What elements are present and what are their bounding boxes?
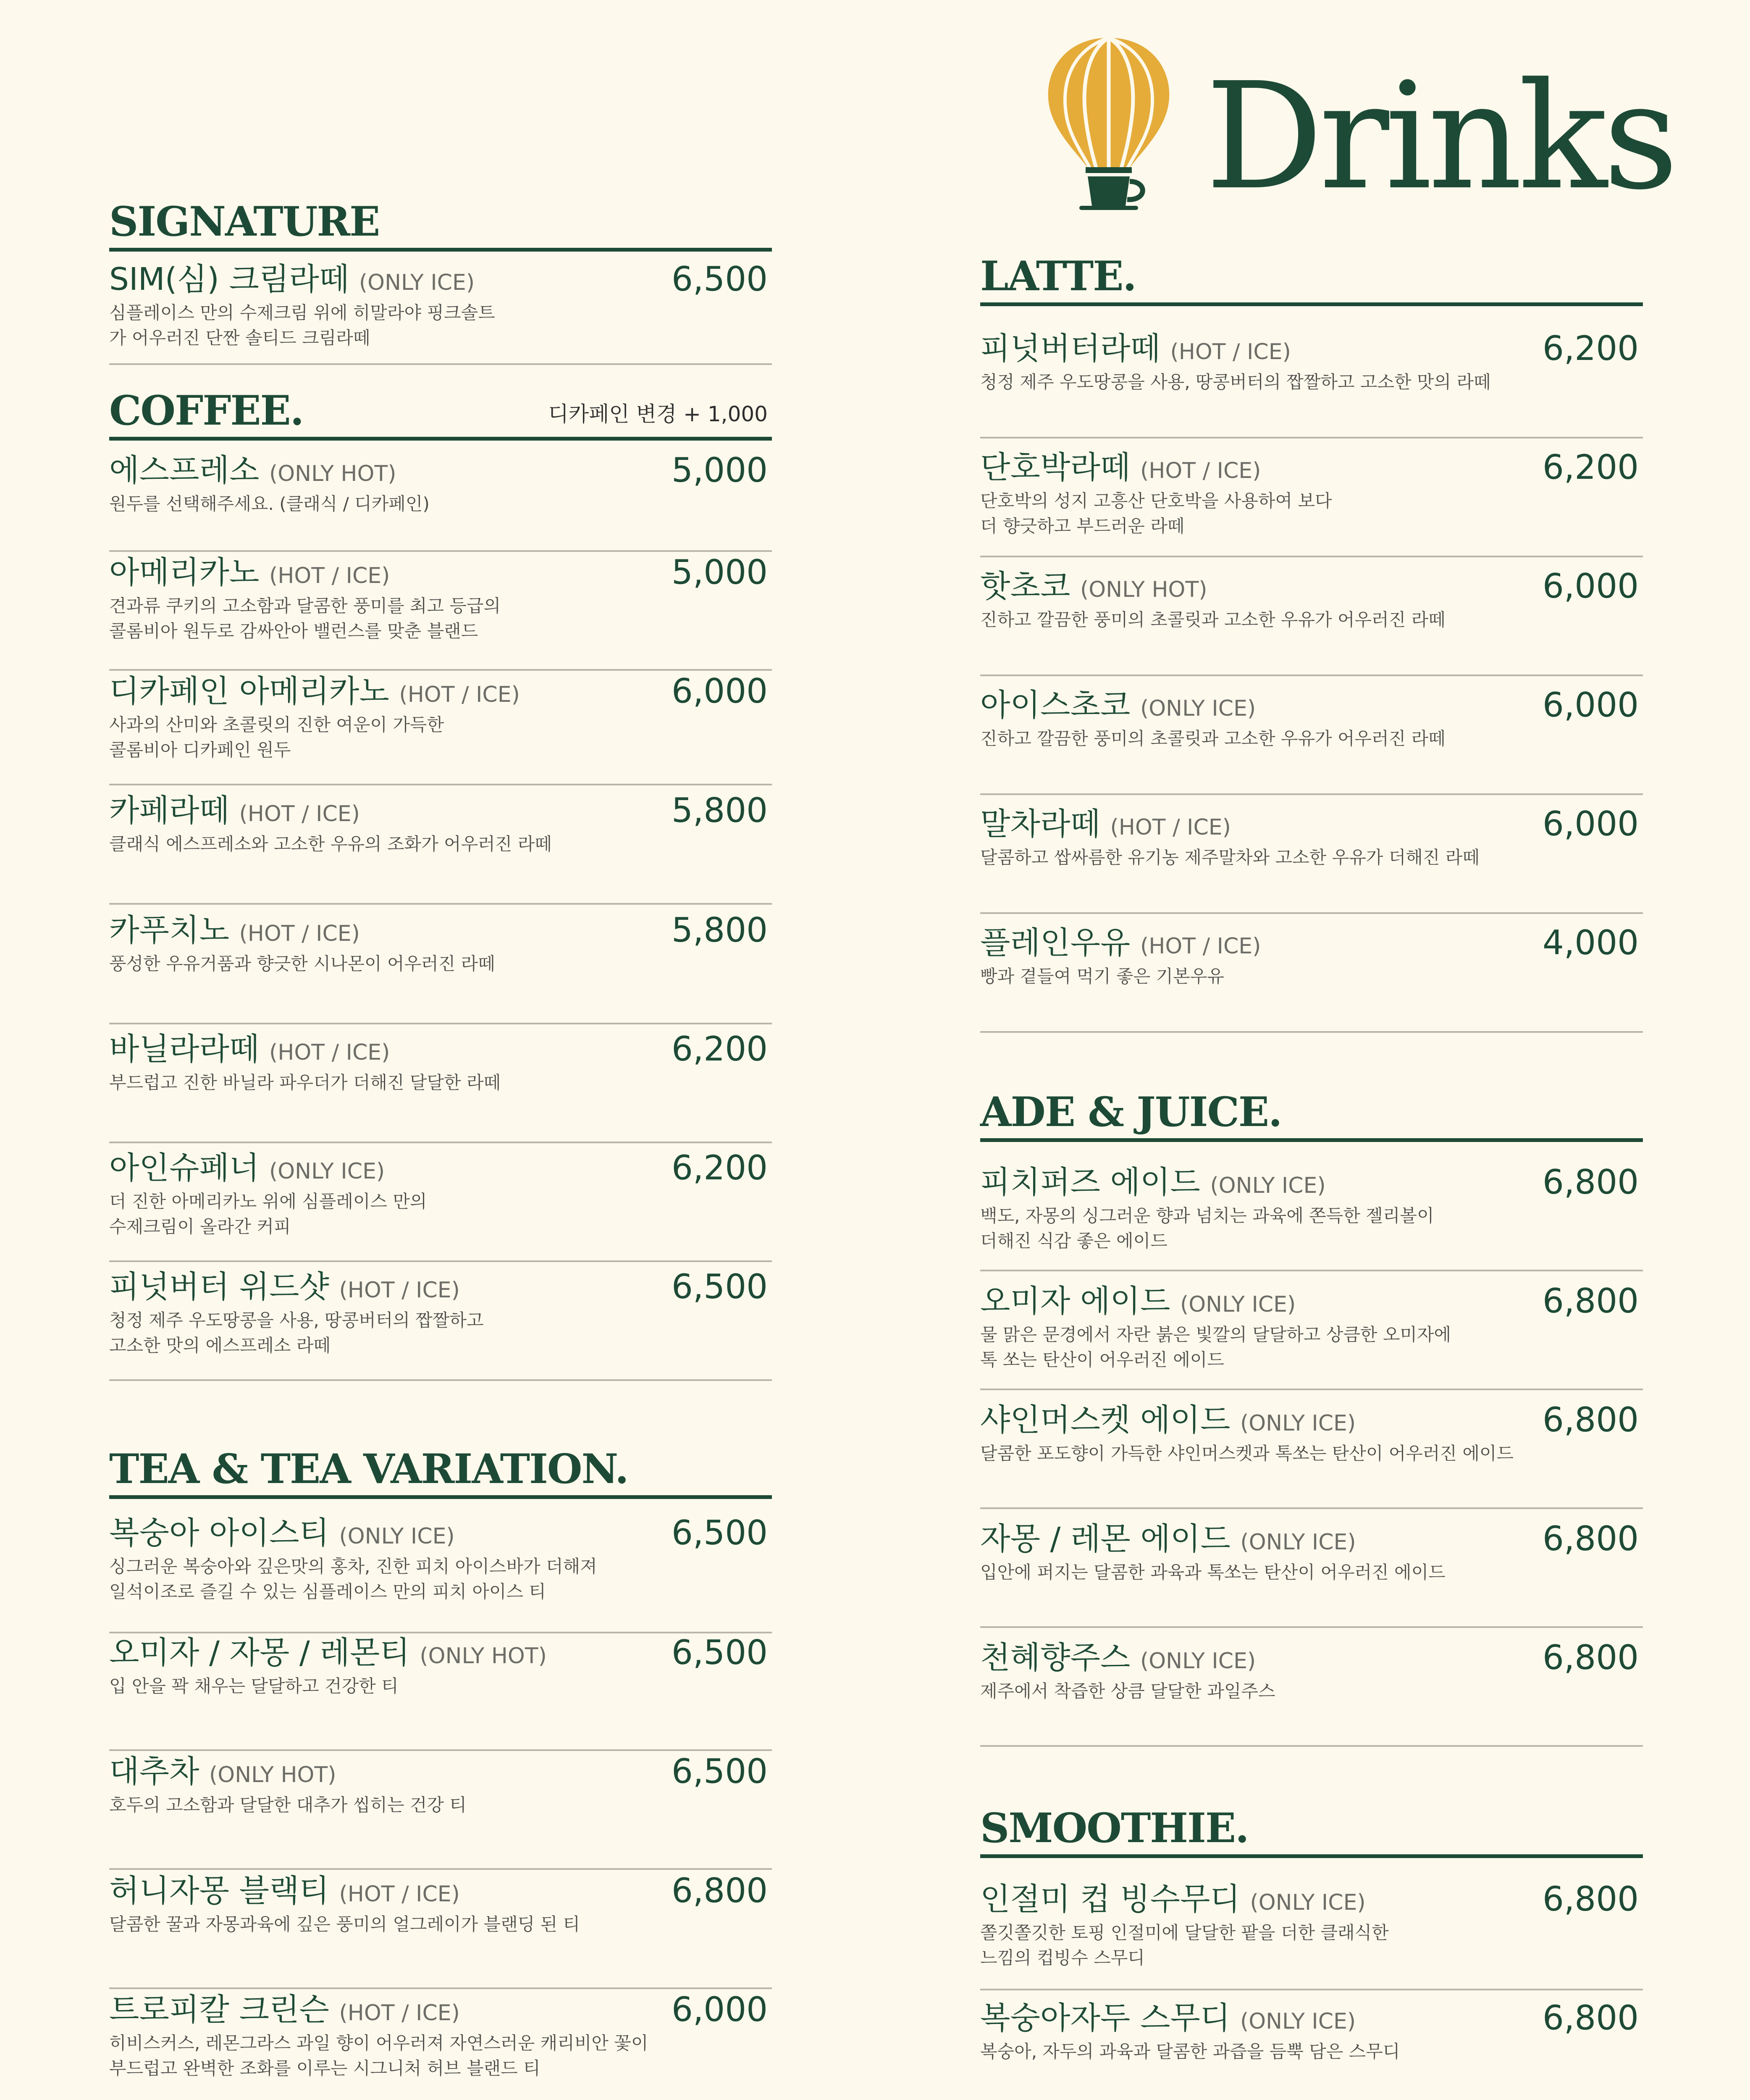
item-description: 제주에서 착즙한 상큼 달달한 과일주스 (980, 1681, 1275, 1701)
item-description: 부드럽고 진한 바닐라 파우더가 더해진 달달한 라떼 (109, 1072, 501, 1093)
item-name: 단호박라떼 (HOT / ICE) (980, 449, 1261, 486)
menu-item (980, 803, 1643, 914)
menu-item (980, 1280, 1643, 1390)
item-name: 카푸치노 (HOT / ICE) (109, 912, 360, 948)
left-column (109, 0, 772, 2100)
item-description: 견과류 쿠키의 고소함과 달콤한 풍미를 최고 등급의 콜롬비아 원두로 감싸안아 밸런스를 맞춘 블랜드 (109, 596, 501, 641)
item-description: 싱그러운 복숭아와 깊은맛의 홍차, 진한 피치 아이스바가 더해져 일석이조로 즐길 수 있는 심플레이스 만의 피치 아이스 티 (109, 1556, 597, 1602)
menu-item (980, 1997, 1643, 2100)
section-header-smoothie (980, 1804, 1643, 1858)
right-column (980, 0, 1643, 2100)
menu-item (109, 1266, 772, 1381)
item-name: 디카페인 아메리카노 (HOT / ICE) (109, 673, 520, 709)
item-description: 달콤한 꿀과 자몽과육에 깊은 풍미의 얼그레이가 블랜딩 된 티 (109, 1914, 580, 1935)
item-description: 호두의 고소함과 달달한 대추가 씹히는 건강 티 (109, 1795, 467, 1815)
menu-item (109, 1632, 772, 1751)
item-description: 풍성한 우유거품과 향긋한 시나몬이 어우러진 라떼 (109, 953, 495, 974)
menu-item (980, 922, 1643, 1033)
item-description: 진하고 깔끔한 풍미의 초콜릿과 고소한 우유가 어우러진 라떼 (980, 609, 1446, 630)
menu-item (109, 551, 772, 671)
item-name: 복숭아자두 스무디 (ONLY ICE) (980, 2000, 1356, 2036)
menu-item (980, 1518, 1643, 1628)
item-name: 천혜향주스 (ONLY ICE) (980, 1640, 1256, 1676)
item-description: 청정 제주 우도땅콩을 사용, 땅콩버터의 짭짤하고 고소한 맛의 라떼 (980, 372, 1491, 392)
item-name: 아인슈페너 (ONLY ICE) (109, 1150, 385, 1186)
item-description: 달콤하고 쌉싸름한 유기농 제주말차와 고소한 우유가 더해진 라떼 (980, 847, 1480, 868)
item-name: 에스프레소 (ONLY HOT) (109, 452, 396, 488)
item-price: 6,800 (1542, 1281, 1639, 1320)
item-price: 6,000 (1542, 567, 1639, 606)
menu-item (980, 446, 1643, 557)
item-description: 청정 제주 우도땅콩을 사용, 땅콩버터의 짭짤하고 고소한 맛의 에스프레소 라떼 (109, 1310, 484, 1356)
section-header-coffee (109, 386, 772, 441)
item-name: SIM(심) 크림라떼 (ONLY ICE) (109, 261, 475, 297)
item-description: 복숭아, 자두의 과육과 달콤한 과즙을 듬뿍 담은 스무디 (980, 2041, 1400, 2062)
item-price: 6,200 (671, 1148, 768, 1187)
menu-item (109, 1147, 772, 1262)
item-price: 6,000 (671, 672, 768, 711)
item-description: 쫄깃쫄깃한 토핑 인절미에 달달한 팥을 더한 클래식한 느낌의 컵빙수 스무디 (980, 1922, 1389, 1968)
item-price: 6,200 (671, 1029, 768, 1068)
item-name: 오미자 / 자몽 / 레몬티 (ONLY HOT) (109, 1635, 547, 1671)
item-name: 말차라떼 (HOT / ICE) (980, 806, 1231, 842)
item-price: 5,800 (671, 791, 768, 830)
item-name: 피넛버터라떼 (HOT / ICE) (980, 331, 1291, 367)
menu-item (109, 1989, 772, 2100)
item-description: 원두를 선택해주세요. (클래식 / 디카페인) (109, 494, 430, 514)
section-title: SMOOTHIE. (980, 1804, 1249, 1852)
section-header-tea (109, 1445, 772, 1499)
menu-item (109, 258, 772, 365)
section-title: SIGNATURE (109, 198, 380, 245)
item-name: 트로피칼 크린슨 (HOT / ICE) (109, 1992, 460, 2028)
item-price: 6,800 (1542, 1880, 1639, 1919)
menu-item (109, 1751, 772, 1870)
item-name: 인절미 컵 빙수무디 (ONLY ICE) (980, 1881, 1366, 1917)
item-price: 6,200 (1542, 448, 1639, 487)
item-description: 사과의 산미와 초콜릿의 진한 여운이 가득한 콜롬비아 디카페인 원두 (109, 714, 444, 760)
menu-item (109, 790, 772, 905)
item-price: 6,000 (1542, 804, 1639, 843)
menu-item (109, 909, 772, 1024)
item-description: 진하고 깔끔한 풍미의 초콜릿과 고소한 우유가 어우러진 라떼 (980, 728, 1446, 749)
item-price: 6,800 (1542, 1400, 1639, 1439)
menu-item (980, 328, 1643, 438)
item-description: 더 진한 아메리카노 위에 심플레이스 만의 수제크림이 올라간 커피 (109, 1191, 427, 1237)
item-name: 카페라떼 (HOT / ICE) (109, 793, 360, 829)
item-description: 클래식 에스프레소와 고소한 우유의 조화가 어우러진 라떼 (109, 834, 552, 854)
item-price: 5,800 (671, 911, 768, 950)
item-price: 6,000 (1542, 685, 1639, 724)
item-description: 히비스커스, 레몬그라스 과일 향이 어우러져 자연스러운 캐리비안 꽃이 부드럽고 완벽한 조화를 이루는 시그니처 허브 블랜드 티 (109, 2033, 648, 2079)
item-description: 물 맑은 문경에서 자란 붉은 빛깔의 달달하고 상큼한 오미자에 톡 쏘는 탄산이 어우러진 에이드 (980, 1324, 1451, 1370)
item-name: 피넛버터 위드샷 (HOT / ICE) (109, 1269, 460, 1305)
item-price: 5,000 (671, 553, 768, 592)
item-description: 단호박의 성지 고흥산 단호박을 사용하여 보다 더 향긋하고 부드러운 라떼 (980, 491, 1332, 536)
item-price: 6,500 (671, 1752, 768, 1791)
section-title: ADE & JUICE. (980, 1088, 1282, 1136)
item-price: 6,200 (1542, 329, 1639, 368)
item-description: 달콤한 포도향이 가득한 샤인머스켓과 톡쏘는 탄산이 어우러진 에이드 (980, 1443, 1514, 1464)
item-price: 6,800 (671, 1871, 768, 1910)
decaf-change-note: 디카페인 변경 + 1,000 (548, 402, 768, 426)
item-description: 입 안을 꽉 채우는 달달하고 건강한 티 (109, 1676, 399, 1696)
item-name: 플레인우유 (HOT / ICE) (980, 925, 1261, 961)
item-price: 6,500 (671, 260, 768, 299)
item-description: 입안에 퍼지는 달콤한 과육과 톡쏘는 탄산이 어우러진 에이드 (980, 1562, 1446, 1583)
item-price: 6,800 (1542, 1519, 1639, 1558)
item-name: 오미자 에이드 (ONLY ICE) (980, 1283, 1296, 1319)
section-header-signature (109, 197, 772, 252)
item-description: 빵과 곁들여 먹기 좋은 기본우유 (980, 966, 1224, 987)
item-name: 대추차 (ONLY HOT) (109, 1754, 336, 1790)
item-name: 자몽 / 레몬 에이드 (ONLY ICE) (980, 1521, 1356, 1557)
item-description: 심플레이스 만의 수제크림 위에 히말라야 핑크솔트 가 어우러진 단짠 솔티드 크림라떼 (109, 302, 495, 348)
item-name: 샤인머스켓 에이드 (ONLY ICE) (980, 1402, 1356, 1438)
section-header-latte (980, 252, 1643, 306)
item-price: 4,000 (1542, 923, 1639, 962)
item-name: 허니자몽 블랙티 (HOT / ICE) (109, 1873, 460, 1909)
item-price: 6,800 (1542, 1998, 1639, 2037)
item-price: 6,800 (1542, 1163, 1639, 1202)
item-name: 복숭아 아이스티 (ONLY ICE) (109, 1515, 455, 1551)
section-title: COFFEE. (109, 387, 304, 434)
item-name: 바닐라라떼 (HOT / ICE) (109, 1031, 390, 1067)
page-title: Drinks (1205, 51, 1674, 222)
item-name: 핫초코 (ONLY HOT) (980, 568, 1207, 604)
menu-item (109, 670, 772, 785)
menu-item (109, 1870, 772, 1989)
item-price: 6,500 (671, 1267, 768, 1306)
menu-item (980, 684, 1643, 795)
menu-item (980, 1878, 1643, 1990)
item-price: 5,000 (671, 451, 768, 490)
section-title: TEA & TEA VARIATION. (109, 1445, 628, 1493)
item-price: 6,500 (671, 1513, 768, 1552)
menu-item (980, 1399, 1643, 1509)
menu-item (980, 1637, 1643, 1747)
menu-item (109, 449, 772, 552)
item-name: 피치퍼즈 에이드 (ONLY ICE) (980, 1164, 1326, 1200)
section-header-ade-juice (980, 1088, 1643, 1142)
menu-item (109, 1512, 772, 1633)
item-name: 아이스초코 (ONLY ICE) (980, 687, 1256, 723)
item-price: 6,500 (671, 1633, 768, 1672)
menu-item (980, 565, 1643, 676)
item-description: 백도, 자몽의 싱그러운 향과 넘치는 과육에 쫀득한 젤리볼이 더해진 식감 좋은 에이드 (980, 1205, 1434, 1251)
item-price: 6,800 (1542, 1638, 1639, 1677)
item-name: 아메리카노 (HOT / ICE) (109, 554, 390, 591)
item-price: 6,000 (671, 1990, 768, 2029)
menu-item (109, 1028, 772, 1143)
section-title: LATTE. (980, 252, 1136, 300)
menu-item (980, 1161, 1643, 1271)
